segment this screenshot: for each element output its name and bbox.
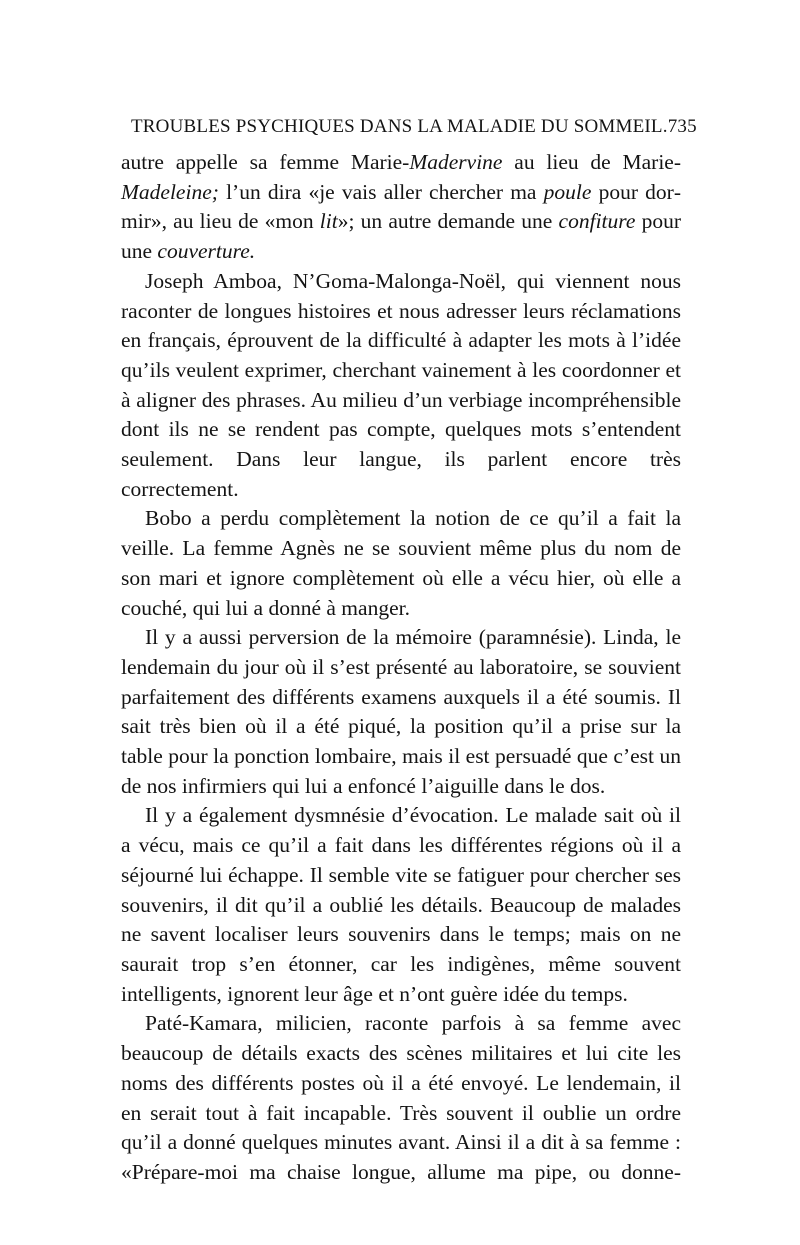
text-run: »; un autre demande une (337, 209, 559, 234)
paragraph-pate-kamara (121, 1009, 681, 1187)
italic-text-run: Madervine (409, 150, 503, 174)
page-number: 735 (667, 116, 697, 137)
text-run: pour une (121, 209, 681, 264)
italic-text-run: lit (319, 209, 338, 234)
paragraph-continued (121, 148, 681, 267)
paragraph-bobo (121, 504, 681, 623)
text-run: autre appelle sa femme Marie- (121, 150, 410, 174)
text-run: Il y a aussi perversion de la mémoire (paramnésie). Linda, le lendemain du jour où il s’est présenté au laboratoire, se souvient parfaitement des différents examens auxquels il a été soumis. Il sait très bien où il a été piqué, la position qu’il a prise sur la table pour la ponction lombaire, mais il est persuadé que c’est un de nos infirmiers qui lui a enfoncé l’aiguille dans le dos. (121, 625, 681, 798)
text-run: au lieu de Marie- (502, 150, 681, 174)
paragraph-joseph-amboa (121, 267, 681, 505)
italic-text-run: couverture. (157, 239, 256, 264)
italic-text-run: Madeleine; (121, 179, 219, 204)
text-run: Bobo a perdu complètement la notion de ce qu’il a fait la veille. La femme Agnès ne se souvient même plus du nom de son mari et ignore complètement où elle a vécu hier, où elle a couché, qui lui a donné à manger. (121, 506, 681, 620)
text-run: Joseph Amboa, N’Goma-Malonga-Noël, qui viennent nous raconter de longues histoires et nous adresser leurs réclamations en français, éprouvent de la difficulté à adapter les mots à l’idée qu’ils veulent exprimer, cherchant vainement à les coordonner et à aligner des phrases. Au milieu d’un verbiage incompréhensible dont ils ne se rendent pas compte, quelques mots s’entendent seulement. Dans leur langue, ils parlent encore très correctement. (121, 268, 681, 501)
running-head (131, 116, 697, 146)
text-run: Il y a également dysmnésie d’évocation. Le malade sait où il a vécu, mais ce qu’il a fait dans les différentes régions où il a séjourné lui échappe. Il semble vite se fatiguer pour chercher ses souvenirs, il dit qu’il a oublié les détails. Beaucoup de malades ne savent localiser leurs souvenirs dans le temps; mais on ne saurait trop s’en étonner, car les indigènes, même souvent intelligents, ignorent leur âge et n’ont guère idée du temps. (121, 803, 681, 1006)
text-run: Paté-Kamara, milicien, raconte parfois à sa femme avec beaucoup de détails exacts des scènes militaires et lui cite les noms des différents postes où il a été envoyé. Le lendemain, il en serait tout à fait incapable. Très souvent il oublie un ordre qu’il a donné quelques minutes avant. Ainsi il a dit à sa femme : «Prépare-moi ma chaise longue, allume ma pipe, ou donne- (121, 1011, 681, 1184)
italic-text-run: poule (543, 179, 592, 204)
text-run: l’un dira «je vais aller chercher ma (218, 179, 544, 204)
running-head-title: TROUBLES PSYCHIQUES DANS LA MALADIE DU SOMMEIL. (131, 116, 668, 137)
text-run: pour dormir», au lieu de «mon (121, 179, 681, 234)
italic-text-run: confiture (558, 209, 636, 234)
paragraph-dysmnesie (121, 801, 681, 1009)
body-text (121, 148, 681, 1188)
paragraph-paramnesie (121, 623, 681, 801)
